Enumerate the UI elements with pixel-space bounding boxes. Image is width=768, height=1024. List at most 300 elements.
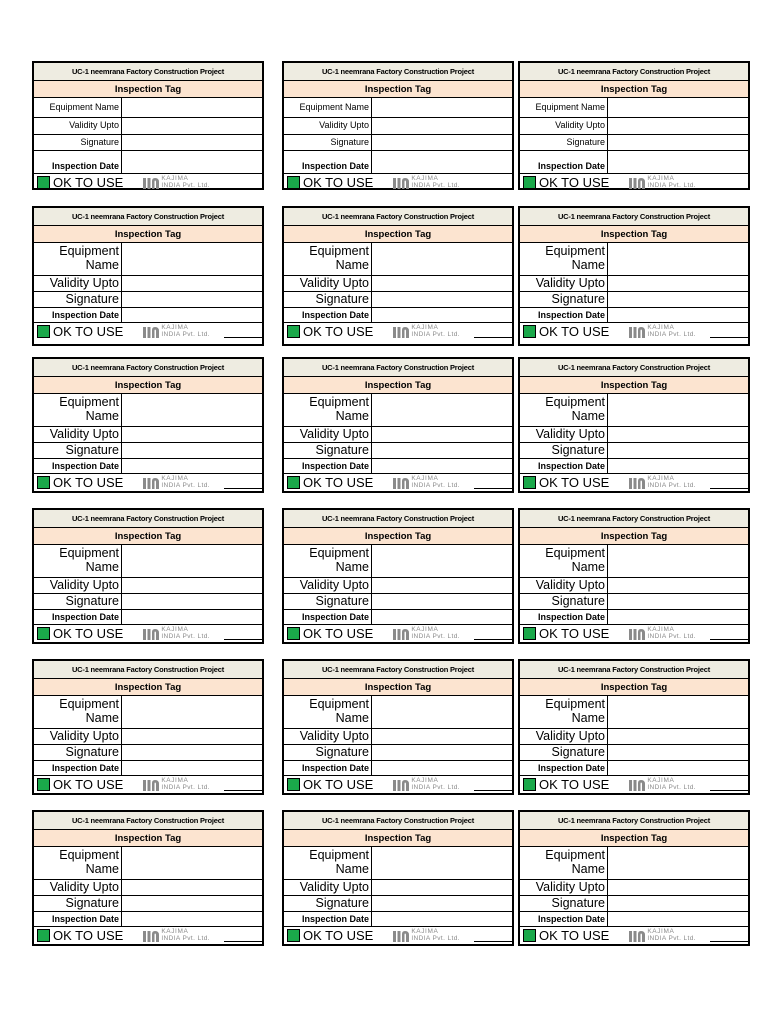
ok-status-square-icon — [37, 778, 50, 791]
inspection-date-row — [34, 308, 262, 323]
inspection-tag-title: Inspection Tag — [284, 226, 512, 243]
ok-status-square-icon — [287, 627, 300, 640]
inspection-date-row — [520, 610, 748, 625]
validity-label: Validity Upto — [284, 880, 372, 895]
inspection-tag-title: Inspection Tag — [284, 81, 512, 98]
equipment-name-row — [520, 696, 748, 729]
inspection-date-label: Inspection Date — [34, 912, 122, 926]
tag-footer — [284, 174, 512, 191]
footer-underline — [224, 790, 262, 791]
validity-label: Validity Upto — [284, 276, 372, 291]
ok-to-use-label: OK TO USE — [539, 626, 610, 641]
project-title: UC-1 neemrana Factory Construction Project — [34, 661, 262, 679]
inspection-tag-title: Inspection Tag — [34, 81, 262, 98]
footer-underline — [474, 941, 512, 942]
signature-field[interactable] — [122, 896, 262, 911]
inspection-date-label: Inspection Date — [34, 151, 122, 173]
validity-row — [34, 729, 262, 745]
footer-underline — [710, 488, 748, 489]
equipment-name-row — [520, 847, 748, 880]
inspection-date-row — [34, 761, 262, 776]
signature-row — [520, 896, 748, 912]
logo-text-line2: INDIA Pvt. Ltd. — [161, 632, 210, 640]
signature-label: Signature — [34, 292, 122, 307]
project-title: UC-1 neemrana Factory Construction Project — [520, 359, 748, 377]
signature-row — [34, 594, 262, 610]
logo-text-line1: KAJIMA — [161, 475, 189, 483]
validity-row — [520, 729, 748, 745]
project-title: UC-1 neemrana Factory Construction Project — [34, 359, 262, 377]
ok-to-use-label: OK TO USE — [539, 175, 610, 190]
equipment-name-field[interactable] — [608, 696, 748, 728]
logo-text-line2: INDIA Pvt. Ltd. — [647, 481, 696, 489]
validity-row — [520, 427, 748, 443]
signature-field[interactable] — [608, 443, 748, 458]
equipment-name-row — [520, 243, 748, 276]
inspection-date-label: Inspection Date — [284, 459, 372, 473]
ok-to-use-label: OK TO USE — [53, 175, 124, 190]
equipment-name-field[interactable] — [608, 847, 748, 879]
equipment-name-field[interactable] — [122, 98, 262, 117]
equipment-name-row — [284, 98, 512, 118]
equipment-name-label: Equipment Name — [59, 244, 119, 272]
equipment-name-field[interactable] — [608, 394, 748, 426]
logo-text-line2: INDIA Pvt. Ltd. — [411, 481, 460, 489]
logo-text-line1: KAJIMA — [647, 626, 675, 634]
validity-label: Validity Upto — [284, 118, 372, 134]
logo-text-line1: KAJIMA — [411, 777, 439, 785]
equipment-name-field[interactable] — [372, 394, 512, 426]
logo-text-line1: KAJIMA — [647, 777, 675, 785]
tag-footer — [284, 323, 512, 340]
inspection-date-field[interactable] — [608, 912, 748, 926]
company-logo — [143, 176, 210, 188]
validity-row — [284, 118, 512, 135]
equipment-name-label: Equipment Name — [299, 101, 369, 112]
inspection-date-label: Inspection Date — [34, 459, 122, 473]
signature-label: Signature — [284, 135, 372, 150]
validity-row — [284, 578, 512, 594]
footer-underline — [710, 790, 748, 791]
equipment-name-label: Equipment Name — [309, 395, 369, 423]
inspection-tag-card — [32, 357, 264, 493]
signature-field[interactable] — [122, 443, 262, 458]
footer-underline — [474, 188, 512, 189]
equipment-name-field[interactable] — [122, 394, 262, 426]
validity-field[interactable] — [608, 427, 748, 442]
kajima-logo-icon — [629, 779, 645, 791]
inspection-tag-card — [518, 810, 750, 946]
tag-footer — [520, 625, 748, 642]
signature-field[interactable] — [608, 135, 748, 150]
equipment-name-row — [284, 545, 512, 578]
validity-field[interactable] — [608, 118, 748, 134]
equipment-name-label: Equipment Name — [535, 101, 605, 112]
inspection-tag-title: Inspection Tag — [520, 830, 748, 847]
ok-to-use-label: OK TO USE — [539, 324, 610, 339]
inspection-tag-title: Inspection Tag — [34, 226, 262, 243]
inspection-tag-title: Inspection Tag — [34, 830, 262, 847]
signature-row — [34, 135, 262, 151]
project-title: UC-1 neemrana Factory Construction Project — [34, 208, 262, 226]
equipment-name-field[interactable] — [372, 243, 512, 275]
ok-status-square-icon — [287, 476, 300, 489]
validity-label: Validity Upto — [34, 880, 122, 895]
tag-footer — [520, 776, 748, 793]
validity-field[interactable] — [122, 427, 262, 442]
inspection-date-label: Inspection Date — [520, 308, 608, 322]
inspection-tag-card — [282, 206, 514, 346]
signature-label: Signature — [520, 443, 608, 458]
ok-to-use-label: OK TO USE — [53, 475, 124, 490]
inspection-date-field[interactable] — [122, 912, 262, 926]
kajima-logo-icon — [393, 628, 409, 640]
project-title: UC-1 neemrana Factory Construction Project — [284, 812, 512, 830]
ok-status-square-icon — [523, 476, 536, 489]
signature-field[interactable] — [608, 594, 748, 609]
logo-text-line1: KAJIMA — [411, 928, 439, 936]
inspection-date-label: Inspection Date — [284, 912, 372, 926]
validity-label: Validity Upto — [520, 578, 608, 593]
project-title: UC-1 neemrana Factory Construction Project — [520, 63, 748, 81]
logo-text-line2: INDIA Pvt. Ltd. — [161, 481, 210, 489]
tag-footer — [284, 474, 512, 491]
equipment-name-field[interactable] — [122, 545, 262, 577]
company-logo — [393, 325, 460, 337]
inspection-date-field[interactable] — [372, 761, 512, 775]
project-title: UC-1 neemrana Factory Construction Project — [520, 510, 748, 528]
validity-field[interactable] — [372, 880, 512, 895]
project-title: UC-1 neemrana Factory Construction Project — [284, 661, 512, 679]
inspection-date-field[interactable] — [372, 912, 512, 926]
equipment-name-label: Equipment Name — [49, 101, 119, 112]
kajima-logo-icon — [393, 779, 409, 791]
signature-row — [34, 745, 262, 761]
signature-label: Signature — [34, 443, 122, 458]
inspection-date-field[interactable] — [608, 761, 748, 775]
logo-text-line2: INDIA Pvt. Ltd. — [411, 934, 460, 942]
inspection-date-field[interactable] — [122, 151, 262, 173]
signature-field[interactable] — [122, 745, 262, 760]
equipment-name-field[interactable] — [122, 243, 262, 275]
signature-field[interactable] — [372, 135, 512, 150]
logo-text-line1: KAJIMA — [647, 928, 675, 936]
equipment-name-label: Equipment Name — [59, 546, 119, 574]
validity-label: Validity Upto — [34, 118, 122, 134]
signature-label: Signature — [284, 443, 372, 458]
validity-label: Validity Upto — [284, 729, 372, 744]
signature-field[interactable] — [608, 745, 748, 760]
validity-field[interactable] — [372, 427, 512, 442]
signature-row — [520, 292, 748, 308]
inspection-date-field[interactable] — [122, 459, 262, 473]
validity-label: Validity Upto — [284, 578, 372, 593]
equipment-name-field[interactable] — [372, 545, 512, 577]
signature-field[interactable] — [372, 745, 512, 760]
inspection-tag-card — [518, 357, 750, 493]
inspection-tag-title: Inspection Tag — [34, 679, 262, 696]
validity-row — [34, 880, 262, 896]
validity-row — [284, 276, 512, 292]
ok-status-square-icon — [37, 176, 50, 189]
tag-footer — [34, 174, 262, 191]
logo-text-line1: KAJIMA — [411, 626, 439, 634]
equipment-name-row — [520, 394, 748, 427]
tag-footer — [284, 776, 512, 793]
logo-text-line2: INDIA Pvt. Ltd. — [411, 783, 460, 791]
inspection-tag-title: Inspection Tag — [520, 226, 748, 243]
company-logo — [629, 476, 696, 488]
signature-row — [520, 135, 748, 151]
ok-status-square-icon — [287, 176, 300, 189]
logo-text-line2: INDIA Pvt. Ltd. — [411, 632, 460, 640]
inspection-date-field[interactable] — [372, 610, 512, 624]
logo-text-line1: KAJIMA — [647, 324, 675, 332]
footer-underline — [474, 488, 512, 489]
signature-field[interactable] — [122, 292, 262, 307]
equipment-name-field[interactable] — [608, 545, 748, 577]
footer-underline — [224, 188, 262, 189]
signature-field[interactable] — [608, 292, 748, 307]
ok-to-use-label: OK TO USE — [303, 928, 374, 943]
tag-footer — [520, 927, 748, 944]
project-title: UC-1 neemrana Factory Construction Project — [34, 63, 262, 81]
logo-text-line2: INDIA Pvt. Ltd. — [411, 181, 460, 189]
inspection-date-label: Inspection Date — [284, 610, 372, 624]
inspection-date-row — [284, 459, 512, 474]
equipment-name-label: Equipment Name — [309, 697, 369, 725]
inspection-tag-card — [518, 206, 750, 346]
project-title: UC-1 neemrana Factory Construction Project — [284, 208, 512, 226]
logo-text-line1: KAJIMA — [161, 928, 189, 936]
footer-underline — [224, 639, 262, 640]
validity-field[interactable] — [608, 578, 748, 593]
ok-status-square-icon — [37, 325, 50, 338]
inspection-date-row — [520, 459, 748, 474]
inspection-date-field[interactable] — [372, 308, 512, 322]
inspection-tag-card — [518, 659, 750, 795]
signature-label: Signature — [284, 745, 372, 760]
signature-field[interactable] — [372, 594, 512, 609]
validity-field[interactable] — [608, 729, 748, 744]
inspection-date-field[interactable] — [372, 459, 512, 473]
inspection-date-field[interactable] — [608, 459, 748, 473]
logo-text-line2: INDIA Pvt. Ltd. — [647, 330, 696, 338]
inspection-date-field[interactable] — [608, 151, 748, 173]
signature-row — [284, 292, 512, 308]
tag-footer — [520, 474, 748, 491]
inspection-date-field[interactable] — [122, 308, 262, 322]
signature-label: Signature — [34, 594, 122, 609]
company-logo — [629, 325, 696, 337]
footer-underline — [710, 188, 748, 189]
equipment-name-label: Equipment Name — [309, 848, 369, 876]
signature-field[interactable] — [608, 896, 748, 911]
equipment-name-row — [34, 696, 262, 729]
inspection-tag-title: Inspection Tag — [520, 377, 748, 394]
inspection-date-row — [284, 761, 512, 776]
inspection-date-row — [284, 610, 512, 625]
logo-text-line1: KAJIMA — [411, 324, 439, 332]
ok-status-square-icon — [37, 476, 50, 489]
company-logo — [393, 627, 460, 639]
logo-text-line1: KAJIMA — [161, 175, 189, 183]
equipment-name-row — [284, 696, 512, 729]
equipment-name-row — [34, 847, 262, 880]
equipment-name-field[interactable] — [122, 847, 262, 879]
logo-text-line2: INDIA Pvt. Ltd. — [647, 632, 696, 640]
inspection-date-label: Inspection Date — [284, 151, 372, 173]
validity-field[interactable] — [122, 118, 262, 134]
tag-footer — [520, 323, 748, 340]
inspection-date-row — [34, 912, 262, 927]
ok-status-square-icon — [523, 325, 536, 338]
inspection-tag-card — [518, 508, 750, 644]
tag-footer — [34, 776, 262, 793]
inspection-tag-card — [32, 508, 264, 644]
inspection-tag-title: Inspection Tag — [284, 528, 512, 545]
validity-field[interactable] — [372, 276, 512, 291]
inspection-date-label: Inspection Date — [34, 308, 122, 322]
validity-label: Validity Upto — [520, 276, 608, 291]
company-logo — [629, 176, 696, 188]
logo-text-line2: INDIA Pvt. Ltd. — [161, 783, 210, 791]
ok-to-use-label: OK TO USE — [53, 928, 124, 943]
signature-row — [284, 443, 512, 459]
logo-text-line2: INDIA Pvt. Ltd. — [647, 934, 696, 942]
inspection-date-label: Inspection Date — [284, 761, 372, 775]
signature-row — [284, 896, 512, 912]
inspection-tag-title: Inspection Tag — [34, 377, 262, 394]
inspection-date-row — [284, 308, 512, 323]
validity-row — [520, 578, 748, 594]
validity-field[interactable] — [122, 729, 262, 744]
project-title: UC-1 neemrana Factory Construction Project — [34, 510, 262, 528]
equipment-name-field[interactable] — [372, 696, 512, 728]
inspection-date-label: Inspection Date — [34, 761, 122, 775]
logo-text-line2: INDIA Pvt. Ltd. — [411, 330, 460, 338]
inspection-tag-card — [282, 508, 514, 644]
validity-row — [34, 276, 262, 292]
inspection-date-field[interactable] — [122, 610, 262, 624]
equipment-name-field[interactable] — [608, 243, 748, 275]
signature-label: Signature — [284, 292, 372, 307]
validity-label: Validity Upto — [520, 427, 608, 442]
equipment-name-label: Equipment Name — [545, 546, 605, 574]
validity-row — [34, 578, 262, 594]
equipment-name-field[interactable] — [372, 98, 512, 117]
equipment-name-field[interactable] — [122, 696, 262, 728]
kajima-logo-icon — [393, 326, 409, 338]
equipment-name-row — [284, 847, 512, 880]
company-logo — [393, 476, 460, 488]
equipment-name-field[interactable] — [372, 847, 512, 879]
signature-label: Signature — [520, 135, 608, 150]
inspection-date-field[interactable] — [608, 610, 748, 624]
signature-label: Signature — [520, 292, 608, 307]
validity-field[interactable] — [122, 276, 262, 291]
logo-text-line1: KAJIMA — [647, 175, 675, 183]
equipment-name-label: Equipment Name — [309, 546, 369, 574]
footer-underline — [474, 790, 512, 791]
ok-to-use-label: OK TO USE — [303, 324, 374, 339]
inspection-tag-card — [282, 810, 514, 946]
validity-field[interactable] — [372, 578, 512, 593]
logo-text-line2: INDIA Pvt. Ltd. — [161, 330, 210, 338]
inspection-tag-card — [32, 810, 264, 946]
signature-field[interactable] — [372, 292, 512, 307]
signature-row — [284, 135, 512, 151]
project-title: UC-1 neemrana Factory Construction Project — [284, 63, 512, 81]
inspection-tag-title: Inspection Tag — [520, 81, 748, 98]
footer-underline — [710, 337, 748, 338]
kajima-logo-icon — [143, 628, 159, 640]
logo-text-line1: KAJIMA — [161, 777, 189, 785]
inspection-tag-title: Inspection Tag — [284, 679, 512, 696]
validity-field[interactable] — [608, 880, 748, 895]
equipment-name-field[interactable] — [608, 98, 748, 117]
signature-row — [520, 443, 748, 459]
project-title: UC-1 neemrana Factory Construction Project — [284, 510, 512, 528]
ok-to-use-label: OK TO USE — [303, 475, 374, 490]
ok-status-square-icon — [287, 778, 300, 791]
inspection-date-row — [284, 912, 512, 927]
validity-label: Validity Upto — [520, 118, 608, 134]
validity-field[interactable] — [608, 276, 748, 291]
signature-field[interactable] — [372, 896, 512, 911]
inspection-date-row — [284, 151, 512, 174]
validity-row — [284, 880, 512, 896]
validity-field[interactable] — [122, 880, 262, 895]
equipment-name-row — [284, 243, 512, 276]
validity-row — [34, 427, 262, 443]
tag-footer — [34, 323, 262, 340]
kajima-logo-icon — [143, 477, 159, 489]
validity-label: Validity Upto — [34, 276, 122, 291]
ok-to-use-label: OK TO USE — [303, 626, 374, 641]
equipment-name-label: Equipment Name — [59, 697, 119, 725]
inspection-date-field[interactable] — [122, 761, 262, 775]
signature-row — [284, 745, 512, 761]
validity-field[interactable] — [122, 578, 262, 593]
signature-row — [520, 745, 748, 761]
company-logo — [143, 325, 210, 337]
signature-field[interactable] — [122, 594, 262, 609]
inspection-date-field[interactable] — [608, 308, 748, 322]
company-logo — [393, 176, 460, 188]
tag-footer — [284, 927, 512, 944]
ok-to-use-label: OK TO USE — [539, 777, 610, 792]
validity-field[interactable] — [372, 118, 512, 134]
ok-status-square-icon — [37, 929, 50, 942]
company-logo — [393, 929, 460, 941]
validity-field[interactable] — [372, 729, 512, 744]
inspection-date-label: Inspection Date — [520, 459, 608, 473]
equipment-name-row — [284, 394, 512, 427]
footer-underline — [224, 488, 262, 489]
signature-field[interactable] — [372, 443, 512, 458]
inspection-date-row — [520, 308, 748, 323]
company-logo — [143, 627, 210, 639]
signature-field[interactable] — [122, 135, 262, 150]
ok-to-use-label: OK TO USE — [539, 928, 610, 943]
company-logo — [143, 929, 210, 941]
logo-text-line2: INDIA Pvt. Ltd. — [161, 181, 210, 189]
project-title: UC-1 neemrana Factory Construction Project — [520, 208, 748, 226]
inspection-tag-title: Inspection Tag — [34, 528, 262, 545]
inspection-date-field[interactable] — [372, 151, 512, 173]
signature-row — [34, 292, 262, 308]
